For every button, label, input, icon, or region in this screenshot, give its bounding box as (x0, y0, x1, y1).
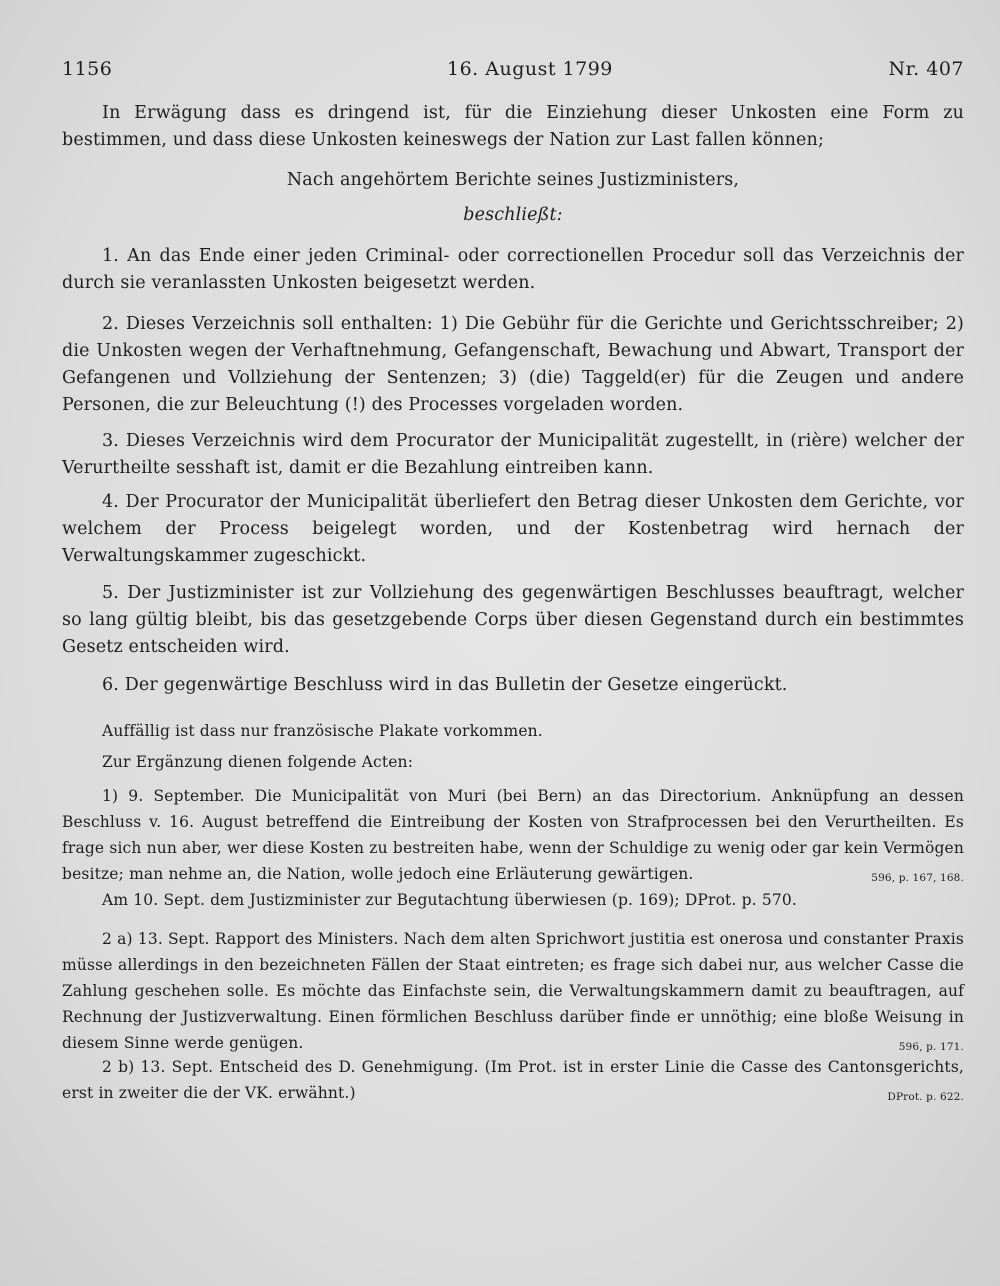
note-intro: Zur Ergänzung dienen folgende Acten: (102, 753, 414, 771)
page-header (62, 58, 964, 88)
document-number: Nr. 407 (888, 58, 964, 80)
resolution-heading: beschließt: (463, 205, 563, 225)
note-entry-ref: 596, p. 167, 168. (871, 872, 964, 884)
note-entry-ref: 596, p. 171. (898, 1041, 964, 1053)
note-entry-2 (62, 887, 964, 913)
note-entry-3 (62, 926, 964, 1060)
note-remark: Auffällig ist dass nur französische Plakate vorkommen. (102, 722, 543, 740)
note-entry-text: 2 a) 13. Sept. Rapport des Ministers. Nach dem alten Sprichwort justitia est onerosa und constanter Praxis müsse allerdings in den bezeichneten Fällen der Staat eintreten; es frage sich dabei nur, aus welcher Casse die Zahlung geschehen solle. Es möchte das Einfachste sein, die Verwaltungskammern damit zu beauftragen, auf Rechnung der Justizverwaltung. Einen förmlichen Beschluss darüber finde er unnöthig; eine bloße Weisung in diesem Sinne werde genügen. (62, 930, 964, 1052)
preamble-considering: In Erwägung dass es dringend ist, für die Einziehung dieser Unkosten eine Form zu bestimmen, und dass diese Unkosten keineswegs der Nation zur Last fallen können; (62, 103, 964, 150)
header-date: 16. August 1799 (447, 58, 613, 80)
article-2: 2. Dieses Verzeichnis soll enthalten: 1) Die Gebühr für die Gerichte und Gerichtsschreiber; 2) die Unkosten wegen der Verhaftnehmung, Gefangenschaft, Bewachung und Abwart, Transport der Gefangenen und Vollziehung der Sentenzen; 3) (die) Taggeld(er) für die Zeugen und andere Personen, die zur Beleuchtung (!) des Processes vorgeladen worden. (62, 314, 964, 415)
article-4: 4. Der Procurator der Municipalität überliefert den Betrag dieser Unkosten dem Gerichte, vor welchem der Process beigelegt worden, und der Kostenbetrag wird hernach der Verwaltungskammer zugeschickt. (62, 492, 964, 566)
article-3: 3. Dieses Verzeichnis wird dem Procurator der Municipalität zugestellt, in (rière) welcher der Verurtheilte sesshaft ist, damit er die Bezahlung eintreiben kann. (62, 431, 964, 478)
note-entry-ref: DProt. p. 622. (887, 1091, 964, 1103)
article-1: 1. An das Ende einer jeden Criminal- oder correctionellen Procedur soll das Verzeichnis der durch sie veranlassten Unkosten beigesetzt werden. (62, 246, 964, 293)
note-entry-text: 2 b) 13. Sept. Entscheid des D. Genehmigung. (Im Prot. ist in erster Linie die Casse des Cantonsgerichts, erst in zweiter die der VK. erwähnt.) (62, 1058, 964, 1102)
note-entry-4 (62, 1054, 964, 1110)
note-entry-text: 1) 9. September. Die Municipalität von Muri (bei Bern) an das Directorium. Anknüpfung an dessen Beschluss v. 16. August betreffend die Eintreibung der Kosten von Strafprocessen bei den Verurtheilten. Es frage sich nun aber, wer diese Kosten zu bestreiten habe, wenn der Schuldige zu wenig oder gar kein Vermögen besitze; man nehme an, die Nation, wolle jedoch eine Erläuterung gewärtigen. (62, 787, 964, 883)
note-entry-1 (62, 783, 964, 891)
note-entry-text: Am 10. Sept. dem Justizminister zur Begutachtung überwiesen (p. 169); DProt. p. 570. (102, 891, 797, 909)
article-5: 5. Der Justizminister ist zur Vollziehung des gegenwärtigen Beschlusses beauftragt, welcher so lang gültig bleibt, bis das gesetzgebende Corps über diesen Gegenstand durch ein bestimmtes Gesetz entscheiden wird. (62, 583, 964, 657)
page-number: 1156 (62, 58, 113, 80)
preamble-report: Nach angehörtem Berichte seines Justizministers, (286, 170, 740, 190)
article-6: 6. Der gegenwärtige Beschluss wird in das Bulletin der Gesetze eingerückt. (102, 675, 788, 695)
